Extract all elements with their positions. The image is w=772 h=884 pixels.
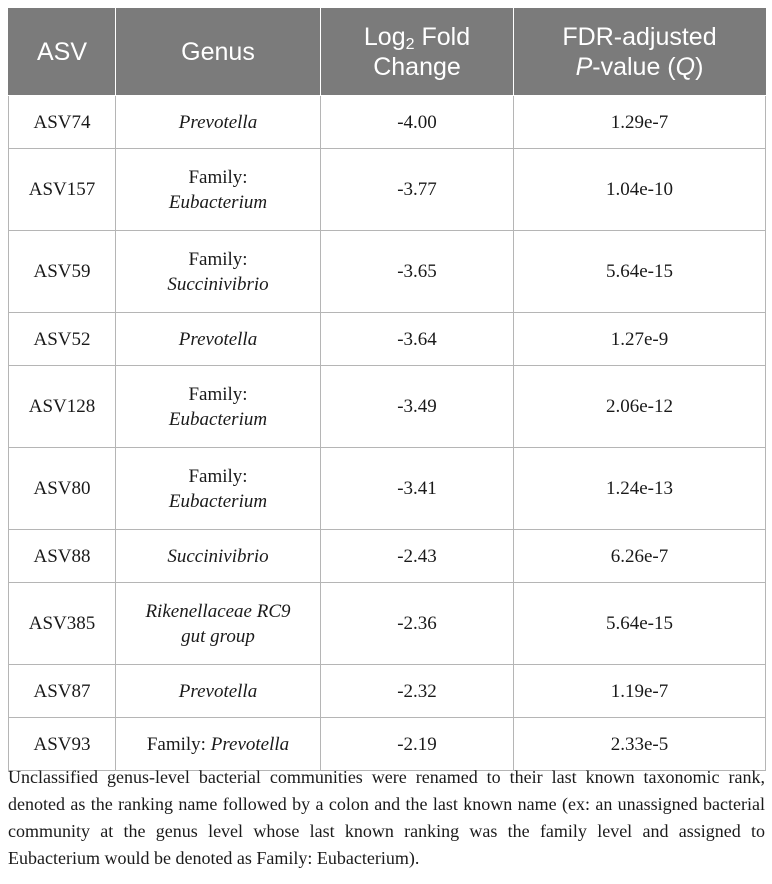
- cell-asv: ASV88: [9, 530, 116, 583]
- cell-genus: [116, 448, 321, 530]
- genus-name: Eubacterium: [168, 490, 268, 512]
- cell-genus: [116, 583, 321, 665]
- genus-name: Rikenellaceae RC9 gut group: [145, 600, 291, 647]
- cell-asv: ASV59: [9, 231, 116, 313]
- cell-log2-fold-change: -4.00: [321, 96, 514, 149]
- table-footnote: Unclassified genus-level bacterial communities were renamed to their last known taxonomic rank, denoted as the ranking name followed by a colon and the last known name (ex: an unassigned bacterial community at the genus level whose last known ranking was the family level and assigned to Eubacterium would be denoted as Family: Eubacterium).: [8, 767, 765, 868]
- cell-log2-fold-change: -3.77: [321, 149, 514, 231]
- genus-name: Eubacterium: [168, 408, 268, 430]
- cell-log2-fold-change: -2.32: [321, 665, 514, 718]
- genus-name: Succinivibrio: [167, 273, 269, 295]
- cell-asv: ASV385: [9, 583, 116, 665]
- genus-name: Succinivibrio: [167, 545, 269, 567]
- cell-genus: [116, 313, 321, 366]
- genus-rank-prefix: Family:: [188, 383, 248, 405]
- cell-asv: ASV128: [9, 366, 116, 448]
- genus-rank-prefix: Family:: [188, 166, 248, 188]
- table-row: [9, 313, 766, 366]
- genus-rank-prefix: Family:: [188, 465, 248, 487]
- cell-asv: ASV87: [9, 665, 116, 718]
- results-table: [8, 8, 766, 771]
- genus-name: Prevotella: [178, 680, 258, 702]
- header-fdr-q-value: FDR-adjusted P-value (Q): [514, 9, 766, 96]
- table-row: [9, 583, 766, 665]
- cell-genus: [116, 231, 321, 313]
- cell-q-value: 1.04e-10: [514, 149, 766, 231]
- table-row: [9, 231, 766, 313]
- cell-q-value: 5.64e-15: [514, 231, 766, 313]
- table-row: [9, 366, 766, 448]
- cell-q-value: 6.26e-7: [514, 530, 766, 583]
- genus-rank-prefix: Family:: [188, 248, 248, 270]
- cell-genus: [116, 530, 321, 583]
- genus-name: Eubacterium: [168, 191, 268, 213]
- cell-asv: ASV52: [9, 313, 116, 366]
- genus-name: Prevotella: [210, 733, 290, 755]
- cell-log2-fold-change: -2.19: [321, 718, 514, 771]
- cell-log2-fold-change: -2.36: [321, 583, 514, 665]
- cell-q-value: 2.33e-5: [514, 718, 766, 771]
- table-row: [9, 96, 766, 149]
- cell-asv: ASV74: [9, 96, 116, 149]
- cell-log2-fold-change: -3.49: [321, 366, 514, 448]
- header-asv: ASV: [9, 9, 116, 96]
- cell-q-value: 1.19e-7: [514, 665, 766, 718]
- cell-genus: [116, 665, 321, 718]
- cell-q-value: 2.06e-12: [514, 366, 766, 448]
- cell-log2-fold-change: -3.41: [321, 448, 514, 530]
- header-log2-fold-change: Log$_2$ Fold Change: [321, 9, 514, 96]
- genus-name: Prevotella: [178, 111, 258, 133]
- cell-genus: [116, 96, 321, 149]
- cell-q-value: 1.29e-7: [514, 96, 766, 149]
- cell-asv: ASV93: [9, 718, 116, 771]
- cell-genus: [116, 718, 321, 771]
- table-row: [9, 665, 766, 718]
- cell-log2-fold-change: -2.43: [321, 530, 514, 583]
- cell-q-value: 1.27e-9: [514, 313, 766, 366]
- cell-genus: [116, 149, 321, 231]
- cell-q-value: 1.24e-13: [514, 448, 766, 530]
- header-genus: Genus: [116, 9, 321, 96]
- genus-rank-prefix: Family:: [146, 733, 211, 755]
- table-row: [9, 718, 766, 771]
- genus-name: Prevotella: [178, 328, 258, 350]
- cell-q-value: 5.64e-15: [514, 583, 766, 665]
- table-row: [9, 448, 766, 530]
- cell-genus: [116, 366, 321, 448]
- cell-log2-fold-change: -3.65: [321, 231, 514, 313]
- table-row: [9, 149, 766, 231]
- cell-log2-fold-change: -3.64: [321, 313, 514, 366]
- cell-asv: ASV157: [9, 149, 116, 231]
- table-row: [9, 530, 766, 583]
- cell-asv: ASV80: [9, 448, 116, 530]
- table-header-row: [9, 9, 766, 96]
